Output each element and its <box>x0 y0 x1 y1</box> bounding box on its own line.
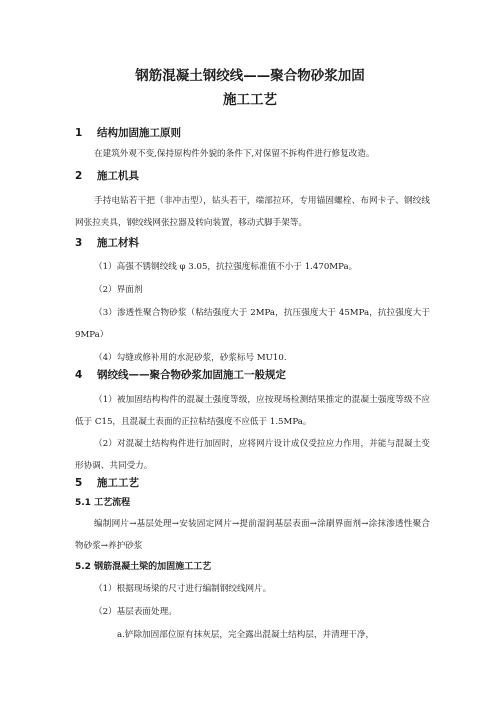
subsection-5-2-item-2a: a.铲除加固部位原有抹灰层，完全露出混凝土结构层，并清理干净， <box>117 630 375 640</box>
section-number: 2 <box>75 170 83 182</box>
section-4-paragraph-2: （2）对混凝土结构构件进行加固时，应将网片设计成仅受拉应力作用，并能与混凝土变形协调、共同受力。 <box>75 439 430 471</box>
subsection-5-2-heading: 5.2 钢筋混凝土梁的加固施工工艺 <box>75 562 212 572</box>
section-1-heading <box>75 126 181 140</box>
section-title: 施工工艺 <box>97 477 139 489</box>
section-3-item-3: （3）渗透性聚合物砂浆（粘结强度大于 2MPa，抗压强度大于 45MPa，抗拉强度大于 9MPa） <box>75 308 430 340</box>
section-3-item-2: （2）界面剂 <box>94 285 143 295</box>
subsection-5-2-item-2: （2）基层表面处理。 <box>94 607 177 617</box>
section-title: 施工机具 <box>97 170 139 182</box>
subsection-5-1-paragraph: 编制网片→基层处理→安装固定网片→提前湿润基层表面→涂刷界面剂→涂抹渗透性聚合物砂浆→养护砂浆 <box>75 519 430 551</box>
section-3-item-4: （4）勾缝或修补用的水泥砂浆，砂浆标号 MU10. <box>94 353 287 363</box>
section-4-paragraph-1: （1）被加固结构构件的混凝土强度等级，应按现场检测结果推定的混凝土强度等级不应低于 C15，且混凝土表面的正拉粘结强度不应低于 1.5MPa。 <box>75 395 430 427</box>
section-title: 钢绞线——聚合物砂浆加固施工一般规定 <box>97 369 286 381</box>
document-subtitle: 施工工艺 <box>223 92 277 108</box>
section-title: 结构加固施工原则 <box>97 127 181 139</box>
section-1-paragraph: 在建筑外观不变,保持原构件外貌的条件下,对保留不拆构件进行修复改造。 <box>94 149 375 159</box>
subsection-5-1-heading: 5.1 工艺流程 <box>75 498 131 508</box>
section-2-paragraph: 手持电钻若干把（非冲击型），钻头若干，端部拉环，专用锚固螺栓、布网卡子、钢绞线网张拉夹具，钢绞线网张拉器及转向装置，移动式脚手架等。 <box>75 196 430 228</box>
section-number: 5 <box>75 477 83 489</box>
section-3-heading <box>75 236 139 250</box>
section-number: 1 <box>75 127 83 139</box>
section-number: 4 <box>75 369 83 381</box>
section-number: 3 <box>75 237 83 249</box>
section-4-heading <box>75 368 286 382</box>
subsection-5-2-item-1: （1）根据现场梁的尺寸进行编制钢绞线网片。 <box>94 584 272 594</box>
section-2-heading <box>75 169 139 183</box>
section-title: 施工材料 <box>97 237 139 249</box>
document-title: 钢筋混凝土钢绞线——聚合物砂浆加固 <box>135 68 365 84</box>
section-3-item-1: （1）高强不锈钢绞线 φ 3.05，抗拉强度标准值不小于 1.470MPa。 <box>94 262 358 272</box>
section-5-heading <box>75 476 139 490</box>
